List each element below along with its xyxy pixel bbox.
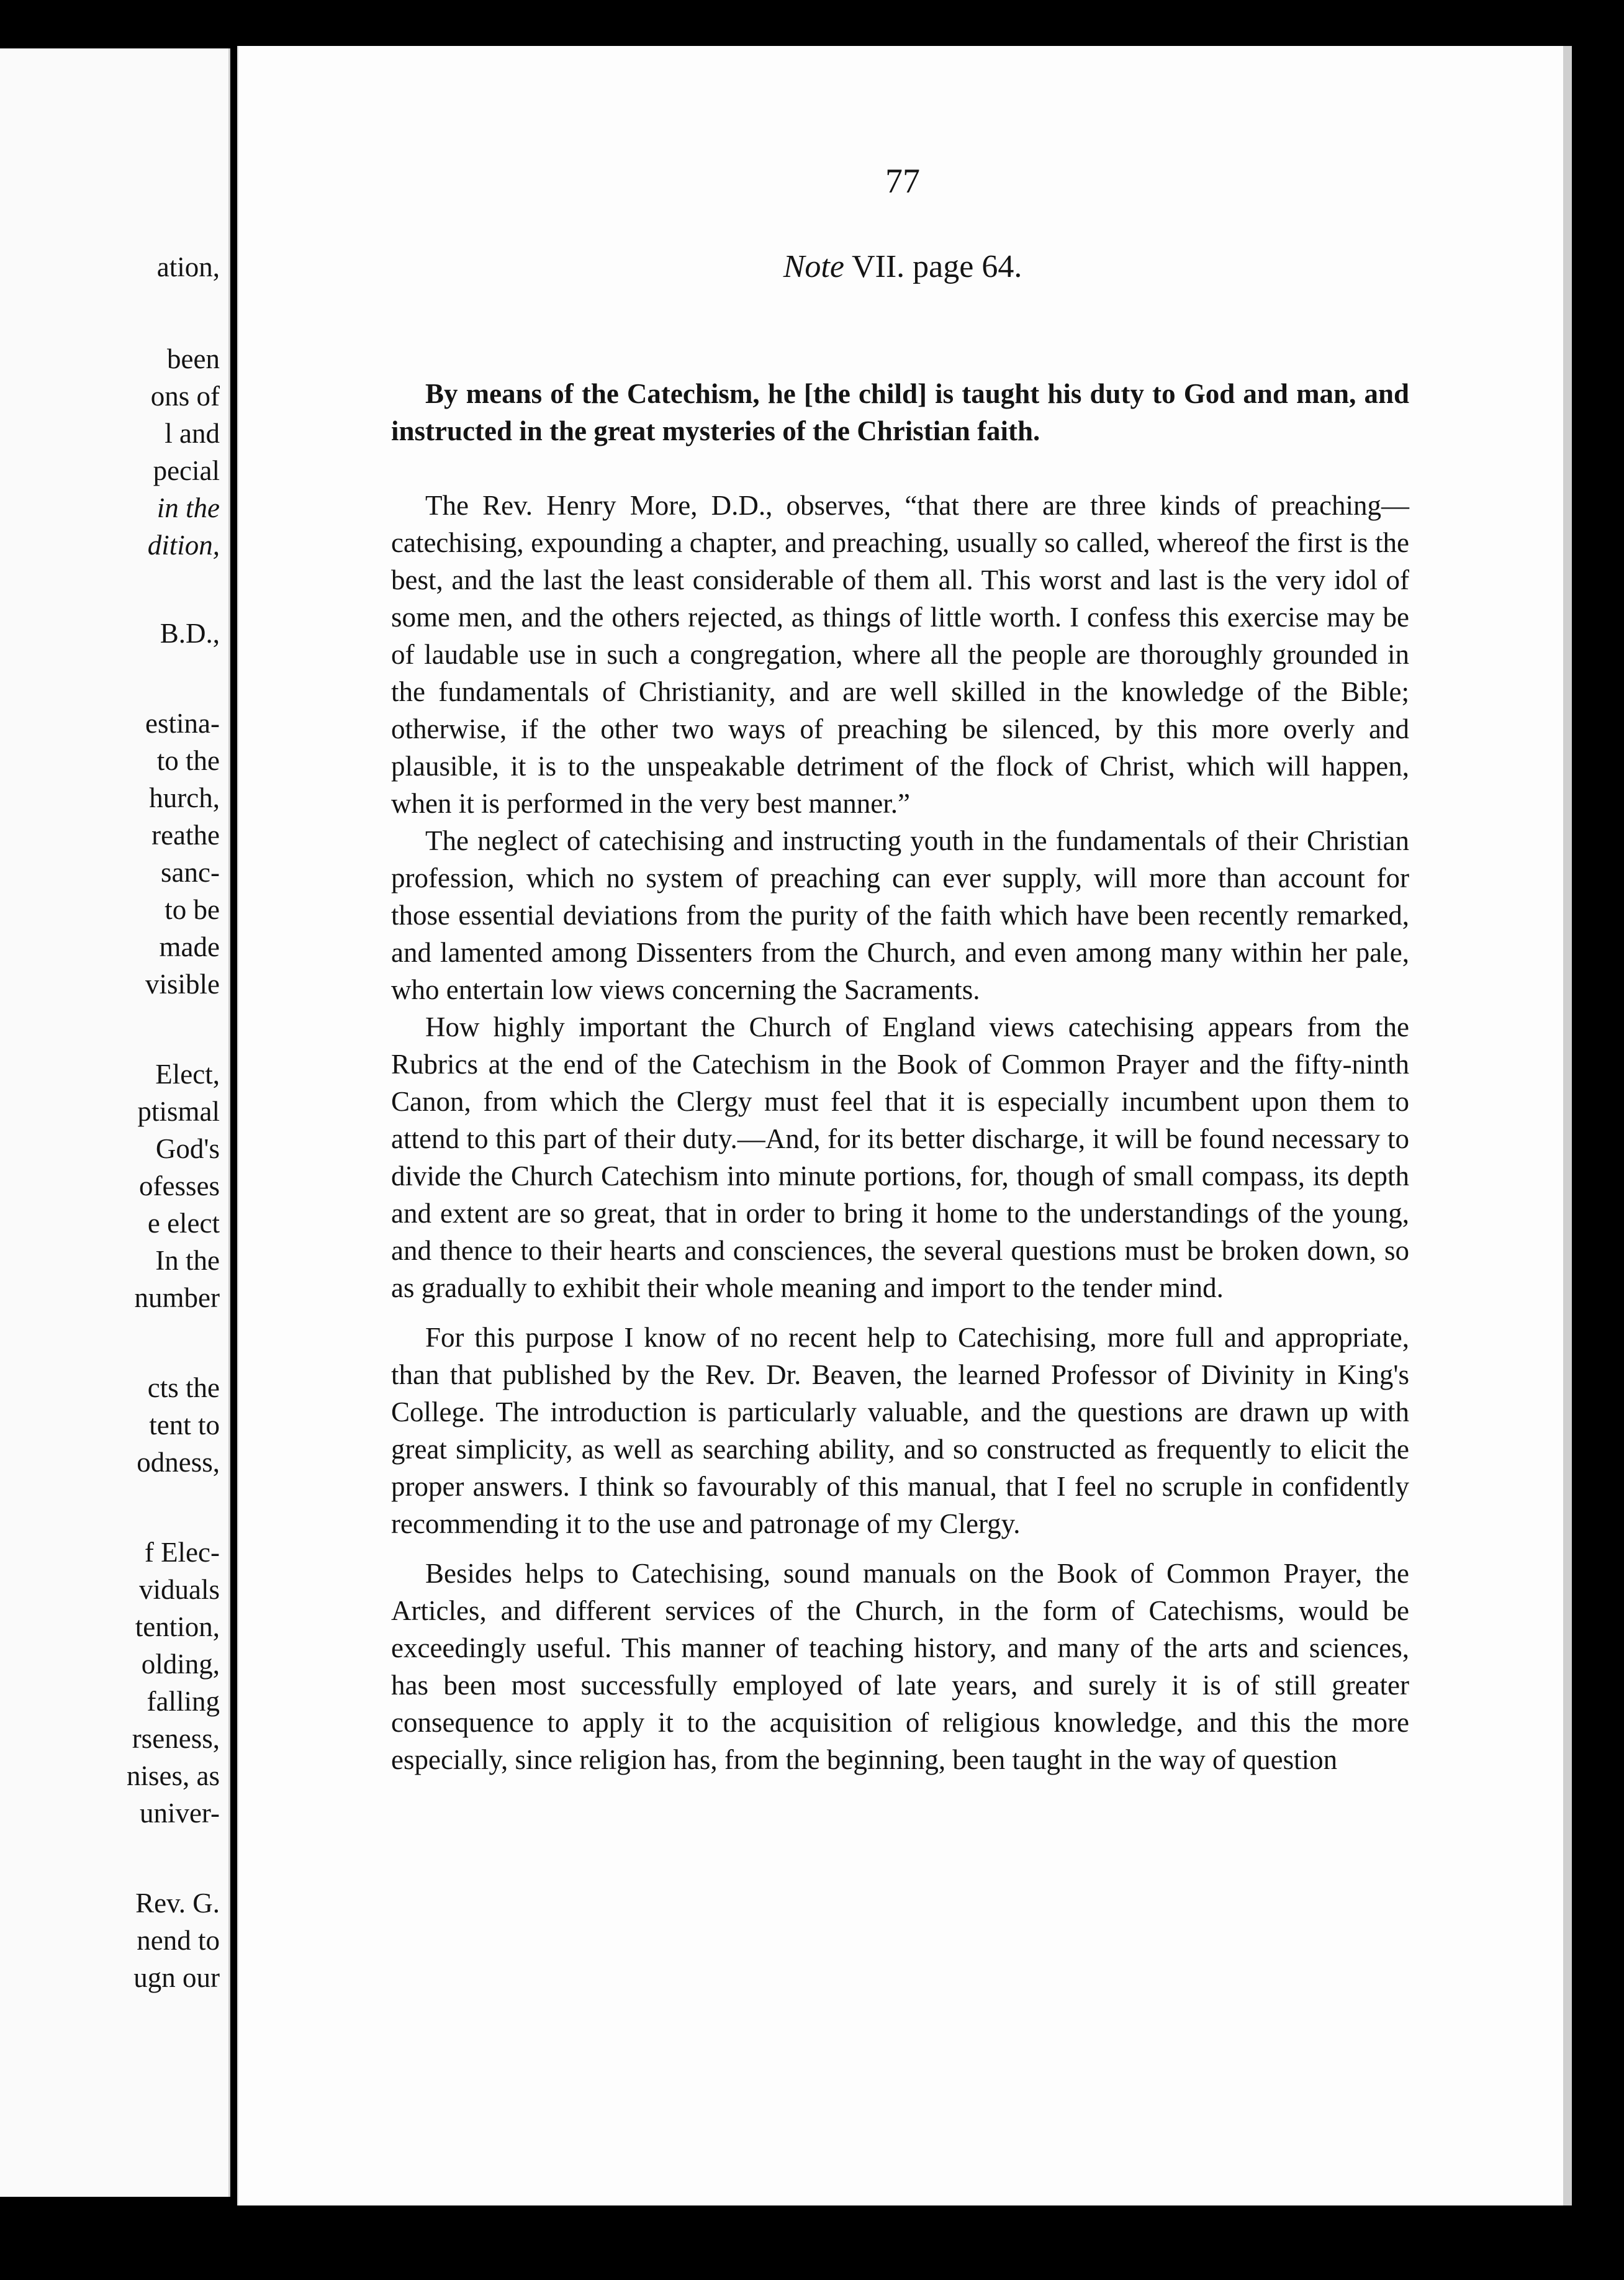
left-line: In the bbox=[155, 1245, 220, 1276]
left-line: Elect, bbox=[155, 1059, 220, 1090]
facing-page-fragment bbox=[0, 48, 230, 2197]
left-line: odness, bbox=[137, 1447, 220, 1478]
left-line: e elect bbox=[147, 1208, 220, 1239]
left-line: hurch, bbox=[149, 782, 220, 813]
left-line: ugn our bbox=[133, 1962, 220, 1993]
left-line: cts the bbox=[147, 1372, 220, 1403]
left-line: B.D., bbox=[160, 618, 220, 649]
left-line: pecial bbox=[153, 455, 220, 486]
paragraph: By means of the Catechism, he [the child] is taught his duty to God and man, and instructed in the great mysteries of the Christian faith. bbox=[391, 378, 1409, 446]
left-line: tent to bbox=[149, 1409, 220, 1441]
left-line: to the bbox=[156, 745, 220, 776]
left-line: nises, as bbox=[127, 1760, 220, 1791]
note-heading-prefix: Note bbox=[783, 249, 844, 284]
left-line: ofesses bbox=[139, 1170, 220, 1201]
left-line: falling bbox=[147, 1686, 220, 1717]
left-line: l and bbox=[165, 418, 220, 449]
left-line: ptismal bbox=[137, 1096, 220, 1127]
paragraph: Besides helps to Catechising, sound manuals on the Book of Common Prayer, the Articles, and different services of the Church, in the form of Catechisms, would be exceedingly useful. This manner of teaching history, and many of the arts and sciences, has been most successfully employed of late years, and surely it is of still greater consequence to apply it to the acquisition of religious knowledge, and this the more especially, since religion has, from the beginning, been taught in the way of question bbox=[391, 1558, 1409, 1775]
left-line: tention, bbox=[135, 1611, 220, 1642]
left-line: in the bbox=[156, 492, 220, 523]
left-line: been bbox=[167, 343, 220, 374]
note-heading-rest: VII. page 64. bbox=[844, 249, 1022, 284]
paragraph: How highly important the Church of England views catechising appears from the Rubrics at the end of the Catechism in the Book of Common Prayer and the fifty-ninth Canon, from which the Clergy must feel that it is especially incumbent upon them to attend to this part of their duty.—And, for its better discharge, it will be found necessary to divide the Church Catechism into minute portions, for, though of small compass, its depth and extent are so great, that in order to bring it home to the understandings of the young, and thence to their hearts and consciences, the several questions must be broken down, so as gradually to exhibit their whole meaning and import to the tender mind. bbox=[391, 1011, 1409, 1303]
left-line: rseness, bbox=[132, 1723, 220, 1754]
left-line: ons of bbox=[150, 381, 220, 412]
left-line: reathe bbox=[151, 820, 220, 851]
left-line: to be bbox=[165, 894, 220, 925]
body-text bbox=[391, 375, 1409, 1778]
left-line: Rev. G. bbox=[135, 1888, 220, 1919]
page-edge bbox=[1563, 46, 1572, 2205]
left-line: olding, bbox=[141, 1649, 220, 1680]
paragraph: The Rev. Henry More, D.D., observes, “that there are three kinds of preaching—catechising, expounding a chapter, and preaching, usually so called, whereof the first is the best, and the last the least considerable of them all. This worst and last is the very idol of some men, and the others rejected, as things of little worth. I confess this exercise may be of laudable use in such a congregation, where all the people are thoroughly grounded in the fundamentals of Christianity, and are well skilled in the knowledge of the Bible; otherwise, if the other two ways of preaching be silenced, by this more overly and plausible, it is to the unspeakable detriment of the flock of Christ, which will happen, when it is performed in the very best manner.” bbox=[391, 490, 1409, 819]
left-line: number bbox=[134, 1282, 220, 1313]
left-line: God's bbox=[155, 1133, 220, 1164]
left-line: ation, bbox=[156, 251, 220, 283]
left-line: sanc- bbox=[161, 857, 220, 888]
left-line: univer- bbox=[139, 1798, 220, 1829]
left-line: nend to bbox=[137, 1925, 220, 1956]
left-line: f Elec- bbox=[144, 1537, 220, 1568]
left-line: dition, bbox=[147, 530, 220, 561]
note-heading bbox=[238, 251, 1567, 283]
left-line: made bbox=[159, 931, 220, 962]
left-line: viduals bbox=[139, 1574, 220, 1605]
left-line: estina- bbox=[145, 708, 220, 739]
paragraph: For this purpose I know of no recent help to Catechising, more full and appropriate, than that published by the Rev. Dr. Beaven, the learned Professor of Divinity in King's College. The introduction is particularly valuable, and the questions are drawn up with great simplicity, as well as searching ability, and so constructed as frequently to elicit the proper answers. I think so favourably of this manual, that I feel no scruple in confidently recommending it to the use and patronage of my Clergy. bbox=[391, 1322, 1409, 1539]
left-line: visible bbox=[145, 969, 220, 1000]
book-page bbox=[237, 46, 1567, 2205]
paragraph: The neglect of catechising and instructing youth in the fundamentals of their Christian profession, which no system of preaching can ever supply, will more than account for those essential deviations from the purity of the faith which have been recently remarked, and lamented among Dissenters from the Church, and even among many within her pale, who entertain low views concerning the Sacraments. bbox=[391, 825, 1409, 1005]
page-number: 77 bbox=[885, 162, 920, 201]
